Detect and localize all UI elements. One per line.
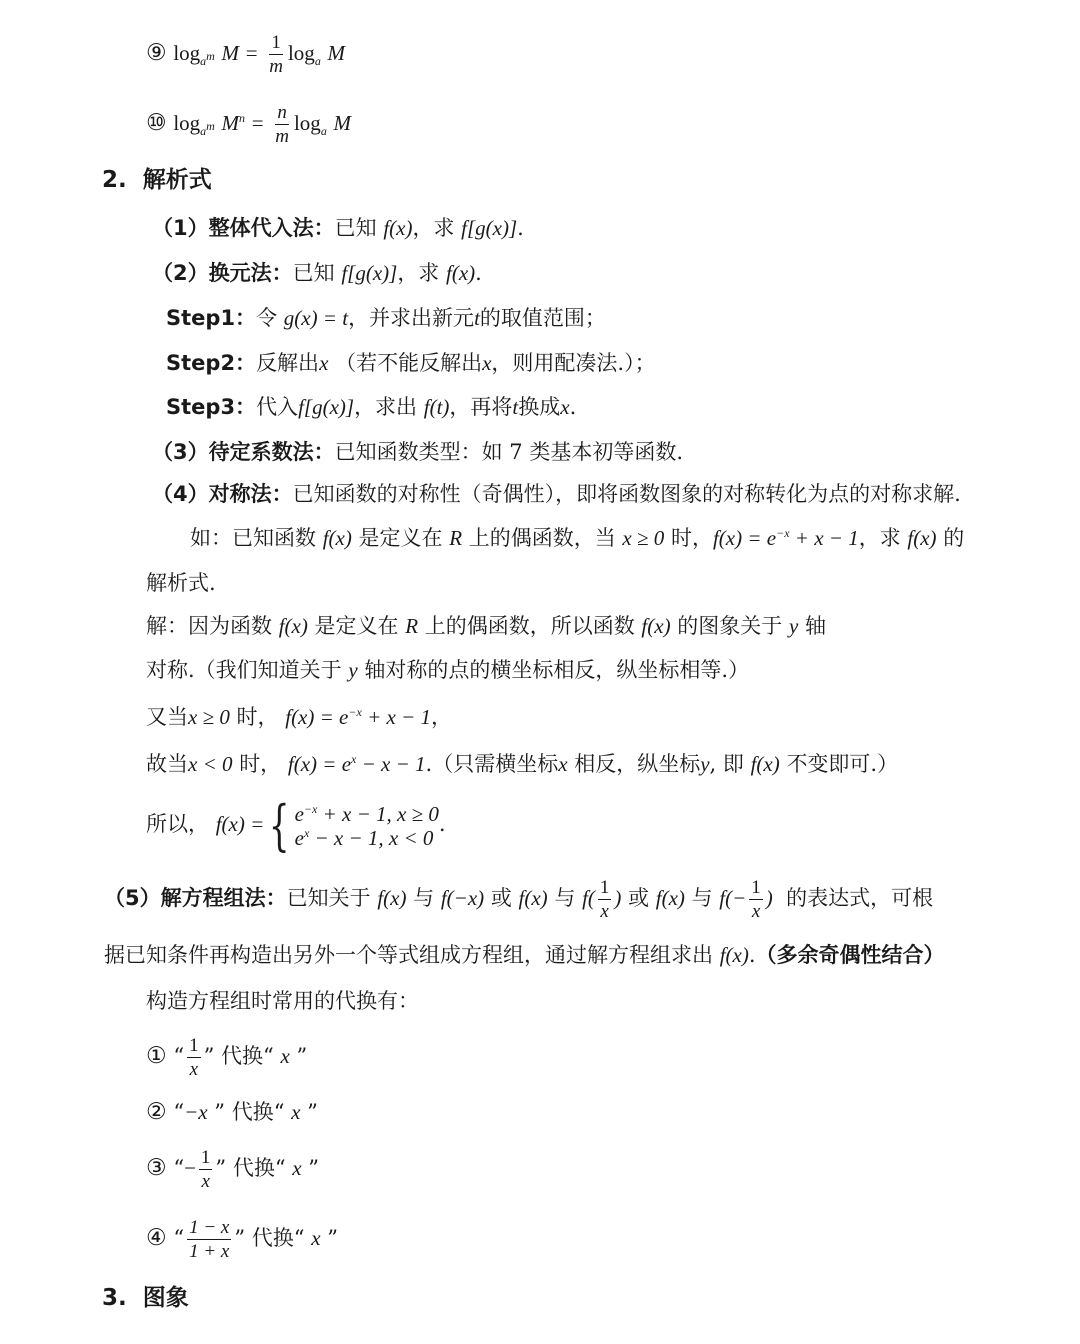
substitution-3: ③ “− $\frac{1}{x}$ ” 代换“ x ” (146, 1147, 320, 1192)
rule-number: ⑩ (146, 110, 167, 136)
step-1: Step1：令 g(x) = t，并求出新元t的取值范围； (166, 306, 606, 330)
method-5-line-2: 据已知条件再构造出另外一个等式组成方程组，通过解方程组求出 f(x).（多余奇偶性结合） (104, 943, 945, 967)
fraction: $\frac{1 - x}{1 + x}$ (189, 1217, 230, 1262)
fraction: $\frac{1}{x}$ (189, 1035, 199, 1080)
step-2: Step2：反解出x （若不能反解出x，则用配凑法.）； (166, 351, 656, 375)
method-4: （4）对称法：已知函数的对称性（奇偶性），即将函数图象的对称转化为点的对称求解. (152, 482, 961, 506)
solution-piecewise: 所以， f(x) ={ $e^{-x} + x - 1$, x ≥ 0 $e^x - x - 1$, x < 0 . (146, 793, 446, 857)
emphasis-note: （多余奇偶性结合） (755, 943, 945, 967)
solution-line-1: 解：因为函数 f(x) 是定义在 R 上的偶函数，所以函数 f(x) 的图象关于 y 轴 (146, 614, 826, 638)
fraction: $\frac{1}{x}$ (200, 1147, 211, 1192)
method-3: （3）待定系数法：已知函数类型：如 7 类基本初等函数. (152, 440, 684, 464)
example-line-2: 解析式. (146, 571, 216, 595)
section-heading-3: 3. 图象 (102, 1285, 189, 1311)
substitution-2: ② “−x ” 代换“ x ” (146, 1099, 318, 1125)
step-3: Step3：代入f[g(x)]，求出 f(t)，再将t换成x. (166, 395, 577, 419)
brace: { (269, 793, 290, 857)
method-5-line-1: （5）解方程组法：已知关于 f(x) 与 f(−x) 或 f(x) 与 f( $\frac{1}{x}$ ) 或 f(x) 与 f(− $\frac{1}{x}$ ) 的表达式，可根 (104, 877, 934, 922)
section-heading-2: 2. 解析式 (102, 167, 212, 193)
method-1: （1）整体代入法：已知 f(x)，求 f[g(x)]. (152, 216, 524, 240)
substitution-1: ① “ $\frac{1}{x}$ ” 代换“ x ” (146, 1035, 308, 1080)
fraction: $\frac{1}{m}$ (269, 32, 283, 77)
example-line-1: 如：已知函数 f(x) 是定义在 R 上的偶函数，当 x ≥ 0 时，$f(x) = e^{-x} + x - 1$，求 f(x) 的 (190, 526, 965, 550)
fraction: $\frac{1}{x}$ (751, 877, 761, 922)
rule-number: ⑨ (146, 40, 167, 66)
solution-line-2: 对称.（我们知道关于 y 轴对称的点的横坐标相反，纵坐标相等.） (146, 658, 750, 682)
method-2: （2）换元法：已知 f[g(x)]，求 f(x). (152, 261, 482, 285)
substitution-4: ④ “ $\frac{1 - x}{1 + x}$ ” 代换“ x ” (146, 1217, 338, 1262)
method-5-line-3: 构造方程组时常用的代换有： (146, 989, 419, 1013)
fraction: $\frac{n}{m}$ (275, 102, 289, 147)
piecewise-cases: $e^{-x} + x - 1$, x ≥ 0 $e^x - x - 1$, x < 0 (294, 801, 439, 850)
solution-line-4: 故当x < 0 时， $f(x) = e^x - x - 1$.（只需横坐标x 相反，纵坐标y, 即 f(x) 不变即可.） (146, 752, 899, 776)
log-rule-9: ⑨ $\log_{a^m} M$ = $\frac{1}{m}$ $\log_a M$ (146, 32, 345, 77)
log-rule-10: ⑩ $\log_{a^m} M^n$ = $\frac{n}{m}$ $\log_a M$ (146, 102, 351, 147)
solution-line-3: 又当x ≥ 0 时， $f(x) = e^{-x} + x - 1$， (146, 705, 452, 729)
fraction: $\frac{1}{x}$ (599, 877, 610, 922)
